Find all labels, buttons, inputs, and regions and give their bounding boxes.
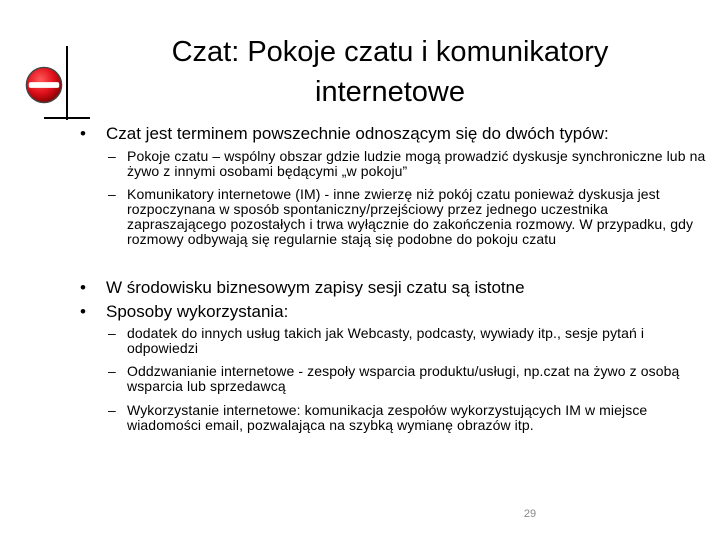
sub-bullet-marker: – xyxy=(108,363,116,379)
sub-bullet-text: Wykorzystanie internetowe: komunikacja zespołów wykorzystujących IM w miejsce wiadomości email, pozwalająca na szybką wymianę obrazów itp. xyxy=(127,402,648,433)
bullet-text: Sposoby wykorzystania: xyxy=(106,302,289,321)
sub-bullet-marker: – xyxy=(108,148,116,164)
page-number: 29 xyxy=(523,508,537,520)
bullet-marker: • xyxy=(80,278,86,297)
decorative-horizontal-line xyxy=(44,117,90,119)
sub-bullet-text: dodatek do innych usług takich jak Webcasty, podcasty, wywiady itp., sesje pytań i odpowiedzi xyxy=(127,325,645,356)
bullet-text: Czat jest terminem powszechnie odnoszącym się do dwóch typów: xyxy=(106,124,609,143)
bullet-marker: • xyxy=(80,124,86,143)
sub-bullet-marker: – xyxy=(108,186,116,202)
sub-bullet-marker: – xyxy=(108,402,116,418)
sub-bullet-text: Komunikatory internetowe (IM) - inne zwierzę niż pokój czatu ponieważ dyskusja jest rozpoczynana w sposób spontaniczny/przejściowy przez jednego uczestnika zapraszającego pozostałych i trwa wyłącznie do zakończenia rozmowy. W przypadku, gdy rozmowy odbywają się regularnie stają się podobne do pokoju czatu xyxy=(127,186,694,247)
bullet-text: W środowisku biznesowym zapisy sesji czatu są istotne xyxy=(106,278,525,297)
sub-bullet-text: Pokoje czatu – wspólny obszar gdzie ludzie mogą prowadzić dyskusje synchroniczne lub na żywo z innymi osobami będącymi „w pokoju” xyxy=(127,148,706,179)
sub-bullet-text: Oddzwanianie internetowe - zespoły wsparcia produktu/usługi, np.czat na żywo z osobą wsparcia lub sprzedawcą xyxy=(127,363,680,394)
sub-bullet-marker: – xyxy=(108,325,116,341)
bullet-marker: • xyxy=(80,302,86,321)
slide-title: Czat: Pokoje czatu i komunikatory internetowe xyxy=(171,36,609,108)
decorative-vertical-line xyxy=(66,46,68,120)
red-disc-logo-icon xyxy=(25,66,63,104)
